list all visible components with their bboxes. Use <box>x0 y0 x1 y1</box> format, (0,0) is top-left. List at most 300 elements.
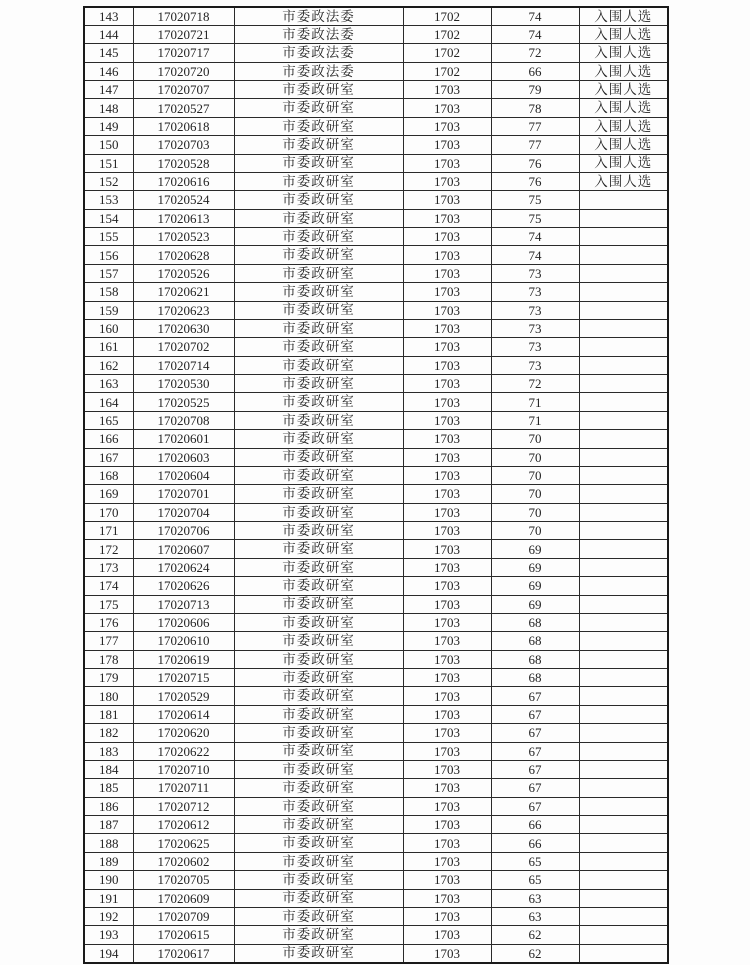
cell-score: 63 <box>491 907 579 925</box>
cell-status <box>579 944 668 962</box>
cell-row-number: 162 <box>84 356 133 374</box>
cell-status: 入围人选 <box>579 62 668 80</box>
cell-exam-id: 17020615 <box>133 926 234 944</box>
table-row <box>84 99 668 117</box>
cell-status <box>579 705 668 723</box>
cell-row-number: 158 <box>84 283 133 301</box>
cell-position-code: 1702 <box>403 25 491 43</box>
cell-department: 市委政研室 <box>234 448 403 466</box>
cell-score: 62 <box>491 926 579 944</box>
cell-status: 入围人选 <box>579 154 668 172</box>
cell-department: 市委政研室 <box>234 522 403 540</box>
cell-row-number: 192 <box>84 907 133 925</box>
cell-score: 68 <box>491 613 579 631</box>
cell-score: 73 <box>491 301 579 319</box>
table-row <box>84 558 668 576</box>
cell-status: 入围人选 <box>579 81 668 99</box>
cell-department: 市委政研室 <box>234 503 403 521</box>
table-row <box>84 760 668 778</box>
cell-row-number: 168 <box>84 466 133 484</box>
cell-position-code: 1703 <box>403 779 491 797</box>
cell-department: 市委政研室 <box>234 191 403 209</box>
cell-position-code: 1703 <box>403 466 491 484</box>
table-row <box>84 852 668 870</box>
cell-score: 73 <box>491 264 579 282</box>
cell-score: 67 <box>491 705 579 723</box>
cell-row-number: 181 <box>84 705 133 723</box>
cell-exam-id: 17020622 <box>133 742 234 760</box>
cell-row-number: 173 <box>84 558 133 576</box>
table-row <box>84 283 668 301</box>
cell-department: 市委政研室 <box>234 558 403 576</box>
cell-exam-id: 17020715 <box>133 669 234 687</box>
cell-status <box>579 760 668 778</box>
cell-department: 市委政法委 <box>234 7 403 25</box>
cell-row-number: 146 <box>84 62 133 80</box>
cell-position-code: 1703 <box>403 724 491 742</box>
cell-row-number: 159 <box>84 301 133 319</box>
cell-position-code: 1703 <box>403 319 491 337</box>
cell-position-code: 1703 <box>403 154 491 172</box>
cell-position-code: 1702 <box>403 62 491 80</box>
cell-status <box>579 632 668 650</box>
table-row <box>84 926 668 944</box>
cell-status: 入围人选 <box>579 136 668 154</box>
cell-status <box>579 503 668 521</box>
cell-exam-id: 17020620 <box>133 724 234 742</box>
cell-position-code: 1703 <box>403 816 491 834</box>
cell-exam-id: 17020706 <box>133 522 234 540</box>
cell-exam-id: 17020712 <box>133 797 234 815</box>
cell-department: 市委政研室 <box>234 687 403 705</box>
cell-row-number: 185 <box>84 779 133 797</box>
cell-score: 70 <box>491 430 579 448</box>
cell-department: 市委政研室 <box>234 944 403 962</box>
cell-score: 75 <box>491 191 579 209</box>
cell-department: 市委政研室 <box>234 595 403 613</box>
cell-exam-id: 17020601 <box>133 430 234 448</box>
cell-status <box>579 301 668 319</box>
table-row <box>84 319 668 337</box>
table-row <box>84 816 668 834</box>
cell-row-number: 156 <box>84 246 133 264</box>
cell-exam-id: 17020609 <box>133 889 234 907</box>
table-row <box>84 522 668 540</box>
cell-status <box>579 411 668 429</box>
cell-department: 市委政研室 <box>234 246 403 264</box>
cell-row-number: 153 <box>84 191 133 209</box>
cell-status <box>579 889 668 907</box>
cell-exam-id: 17020529 <box>133 687 234 705</box>
cell-position-code: 1703 <box>403 228 491 246</box>
cell-exam-id: 17020530 <box>133 375 234 393</box>
cell-position-code: 1703 <box>403 191 491 209</box>
cell-row-number: 191 <box>84 889 133 907</box>
table-row <box>84 62 668 80</box>
cell-exam-id: 17020711 <box>133 779 234 797</box>
cell-row-number: 165 <box>84 411 133 429</box>
cell-position-code: 1703 <box>403 301 491 319</box>
table-row <box>84 466 668 484</box>
cell-exam-id: 17020709 <box>133 907 234 925</box>
cell-row-number: 188 <box>84 834 133 852</box>
cell-status <box>579 779 668 797</box>
cell-status <box>579 209 668 227</box>
table-row <box>84 650 668 668</box>
cell-score: 69 <box>491 595 579 613</box>
cell-department: 市委政研室 <box>234 540 403 558</box>
cell-status <box>579 338 668 356</box>
cell-department: 市委政法委 <box>234 44 403 62</box>
table-row <box>84 25 668 43</box>
table-row <box>84 779 668 797</box>
cell-position-code: 1703 <box>403 283 491 301</box>
cell-status <box>579 797 668 815</box>
cell-position-code: 1702 <box>403 7 491 25</box>
cell-score: 66 <box>491 834 579 852</box>
cell-score: 72 <box>491 375 579 393</box>
cell-status <box>579 430 668 448</box>
table-row <box>84 503 668 521</box>
cell-department: 市委政研室 <box>234 613 403 631</box>
cell-position-code: 1703 <box>403 889 491 907</box>
cell-status <box>579 283 668 301</box>
cell-score: 73 <box>491 319 579 337</box>
cell-department: 市委政研室 <box>234 669 403 687</box>
cell-status <box>579 613 668 631</box>
cell-department: 市委政研室 <box>234 907 403 925</box>
cell-row-number: 182 <box>84 724 133 742</box>
cell-score: 68 <box>491 632 579 650</box>
cell-status: 入围人选 <box>579 44 668 62</box>
cell-position-code: 1703 <box>403 81 491 99</box>
cell-row-number: 160 <box>84 319 133 337</box>
cell-row-number: 150 <box>84 136 133 154</box>
cell-department: 市委政研室 <box>234 760 403 778</box>
cell-status <box>579 558 668 576</box>
cell-exam-id: 17020720 <box>133 62 234 80</box>
cell-exam-id: 17020527 <box>133 99 234 117</box>
cell-exam-id: 17020526 <box>133 264 234 282</box>
cell-department: 市委政研室 <box>234 430 403 448</box>
cell-status: 入围人选 <box>579 172 668 190</box>
cell-row-number: 164 <box>84 393 133 411</box>
cell-position-code: 1703 <box>403 669 491 687</box>
table-row <box>84 889 668 907</box>
cell-department: 市委政研室 <box>234 356 403 374</box>
cell-score: 70 <box>491 522 579 540</box>
cell-department: 市委政研室 <box>234 485 403 503</box>
cell-row-number: 167 <box>84 448 133 466</box>
cell-status <box>579 466 668 484</box>
cell-position-code: 1703 <box>403 99 491 117</box>
cell-score: 70 <box>491 448 579 466</box>
score-table-body <box>84 7 668 963</box>
table-row <box>84 301 668 319</box>
cell-row-number: 144 <box>84 25 133 43</box>
cell-position-code: 1703 <box>403 687 491 705</box>
cell-position-code: 1703 <box>403 926 491 944</box>
cell-department: 市委政研室 <box>234 209 403 227</box>
cell-position-code: 1703 <box>403 411 491 429</box>
cell-row-number: 147 <box>84 81 133 99</box>
table-row <box>84 411 668 429</box>
cell-department: 市委政研室 <box>234 926 403 944</box>
table-row <box>84 705 668 723</box>
cell-score: 74 <box>491 228 579 246</box>
cell-status <box>579 650 668 668</box>
cell-position-code: 1703 <box>403 705 491 723</box>
cell-position-code: 1703 <box>403 540 491 558</box>
cell-score: 65 <box>491 871 579 889</box>
cell-score: 67 <box>491 760 579 778</box>
cell-exam-id: 17020606 <box>133 613 234 631</box>
cell-exam-id: 17020624 <box>133 558 234 576</box>
cell-position-code: 1703 <box>403 375 491 393</box>
cell-score: 67 <box>491 687 579 705</box>
cell-position-code: 1703 <box>403 338 491 356</box>
cell-status <box>579 577 668 595</box>
table-row <box>84 613 668 631</box>
score-table <box>83 6 669 964</box>
cell-position-code: 1703 <box>403 264 491 282</box>
cell-position-code: 1703 <box>403 944 491 962</box>
table-row <box>84 430 668 448</box>
cell-status: 入围人选 <box>579 7 668 25</box>
cell-position-code: 1703 <box>403 742 491 760</box>
table-row <box>84 595 668 613</box>
cell-exam-id: 17020528 <box>133 154 234 172</box>
cell-position-code: 1703 <box>403 485 491 503</box>
cell-department: 市委政研室 <box>234 283 403 301</box>
cell-department: 市委政研室 <box>234 393 403 411</box>
cell-position-code: 1703 <box>403 650 491 668</box>
cell-position-code: 1703 <box>403 760 491 778</box>
table-row <box>84 7 668 25</box>
cell-status <box>579 393 668 411</box>
cell-row-number: 187 <box>84 816 133 834</box>
table-row <box>84 356 668 374</box>
cell-exam-id: 17020621 <box>133 283 234 301</box>
cell-position-code: 1703 <box>403 834 491 852</box>
cell-score: 69 <box>491 558 579 576</box>
cell-row-number: 157 <box>84 264 133 282</box>
cell-status: 入围人选 <box>579 99 668 117</box>
cell-score: 70 <box>491 466 579 484</box>
cell-exam-id: 17020614 <box>133 705 234 723</box>
table-row <box>84 834 668 852</box>
table-row <box>84 338 668 356</box>
cell-score: 63 <box>491 889 579 907</box>
table-row <box>84 264 668 282</box>
cell-row-number: 145 <box>84 44 133 62</box>
cell-exam-id: 17020525 <box>133 393 234 411</box>
table-row <box>84 136 668 154</box>
cell-exam-id: 17020618 <box>133 117 234 135</box>
cell-exam-id: 17020702 <box>133 338 234 356</box>
table-row <box>84 907 668 925</box>
cell-status <box>579 852 668 870</box>
cell-department: 市委政研室 <box>234 117 403 135</box>
cell-row-number: 163 <box>84 375 133 393</box>
cell-row-number: 174 <box>84 577 133 595</box>
cell-exam-id: 17020602 <box>133 852 234 870</box>
cell-department: 市委政研室 <box>234 375 403 393</box>
cell-status <box>579 871 668 889</box>
cell-status <box>579 264 668 282</box>
cell-department: 市委政研室 <box>234 172 403 190</box>
cell-row-number: 177 <box>84 632 133 650</box>
cell-score: 69 <box>491 540 579 558</box>
cell-status: 入围人选 <box>579 25 668 43</box>
cell-position-code: 1703 <box>403 613 491 631</box>
cell-score: 68 <box>491 669 579 687</box>
cell-position-code: 1703 <box>403 907 491 925</box>
cell-department: 市委政研室 <box>234 742 403 760</box>
cell-department: 市委政研室 <box>234 797 403 815</box>
cell-exam-id: 17020701 <box>133 485 234 503</box>
cell-score: 78 <box>491 99 579 117</box>
cell-exam-id: 17020626 <box>133 577 234 595</box>
cell-status <box>579 540 668 558</box>
cell-row-number: 178 <box>84 650 133 668</box>
cell-row-number: 179 <box>84 669 133 687</box>
cell-position-code: 1703 <box>403 577 491 595</box>
cell-position-code: 1703 <box>403 852 491 870</box>
cell-status <box>579 907 668 925</box>
cell-exam-id: 17020721 <box>133 25 234 43</box>
cell-status <box>579 319 668 337</box>
cell-exam-id: 17020603 <box>133 448 234 466</box>
cell-status <box>579 816 668 834</box>
cell-row-number: 148 <box>84 99 133 117</box>
cell-row-number: 190 <box>84 871 133 889</box>
cell-position-code: 1703 <box>403 209 491 227</box>
table-row <box>84 209 668 227</box>
cell-department: 市委政研室 <box>234 779 403 797</box>
cell-exam-id: 17020703 <box>133 136 234 154</box>
cell-department: 市委政研室 <box>234 724 403 742</box>
cell-score: 74 <box>491 246 579 264</box>
cell-department: 市委政研室 <box>234 705 403 723</box>
cell-department: 市委政研室 <box>234 154 403 172</box>
cell-score: 79 <box>491 81 579 99</box>
cell-department: 市委政研室 <box>234 301 403 319</box>
cell-status <box>579 485 668 503</box>
table-row <box>84 448 668 466</box>
cell-status <box>579 687 668 705</box>
cell-score: 73 <box>491 338 579 356</box>
cell-exam-id: 17020524 <box>133 191 234 209</box>
table-row <box>84 485 668 503</box>
table-row <box>84 228 668 246</box>
cell-status <box>579 724 668 742</box>
cell-exam-id: 17020610 <box>133 632 234 650</box>
cell-exam-id: 17020616 <box>133 172 234 190</box>
cell-score: 71 <box>491 393 579 411</box>
cell-position-code: 1703 <box>403 503 491 521</box>
cell-score: 72 <box>491 44 579 62</box>
cell-score: 69 <box>491 577 579 595</box>
cell-department: 市委政法委 <box>234 25 403 43</box>
cell-status <box>579 926 668 944</box>
cell-score: 67 <box>491 797 579 815</box>
cell-status <box>579 742 668 760</box>
cell-department: 市委政研室 <box>234 834 403 852</box>
cell-position-code: 1703 <box>403 522 491 540</box>
cell-score: 77 <box>491 117 579 135</box>
table-row <box>84 44 668 62</box>
cell-department: 市委政研室 <box>234 466 403 484</box>
cell-row-number: 149 <box>84 117 133 135</box>
cell-exam-id: 17020523 <box>133 228 234 246</box>
cell-department: 市委政研室 <box>234 264 403 282</box>
cell-row-number: 152 <box>84 172 133 190</box>
cell-row-number: 155 <box>84 228 133 246</box>
cell-department: 市委政研室 <box>234 338 403 356</box>
cell-row-number: 169 <box>84 485 133 503</box>
cell-row-number: 154 <box>84 209 133 227</box>
cell-row-number: 170 <box>84 503 133 521</box>
cell-score: 74 <box>491 25 579 43</box>
cell-department: 市委政研室 <box>234 871 403 889</box>
cell-exam-id: 17020630 <box>133 319 234 337</box>
cell-status <box>579 522 668 540</box>
cell-row-number: 171 <box>84 522 133 540</box>
cell-position-code: 1703 <box>403 172 491 190</box>
cell-exam-id: 17020718 <box>133 7 234 25</box>
cell-exam-id: 17020717 <box>133 44 234 62</box>
cell-department: 市委政研室 <box>234 816 403 834</box>
cell-status <box>579 356 668 374</box>
cell-position-code: 1703 <box>403 558 491 576</box>
cell-position-code: 1703 <box>403 430 491 448</box>
cell-status <box>579 834 668 852</box>
cell-score: 75 <box>491 209 579 227</box>
table-row <box>84 724 668 742</box>
cell-department: 市委政研室 <box>234 577 403 595</box>
cell-exam-id: 17020619 <box>133 650 234 668</box>
cell-score: 70 <box>491 503 579 521</box>
cell-position-code: 1702 <box>403 44 491 62</box>
cell-score: 74 <box>491 7 579 25</box>
cell-status <box>579 228 668 246</box>
table-row <box>84 191 668 209</box>
cell-score: 67 <box>491 724 579 742</box>
table-row <box>84 540 668 558</box>
cell-row-number: 161 <box>84 338 133 356</box>
cell-row-number: 143 <box>84 7 133 25</box>
table-row <box>84 154 668 172</box>
cell-score: 71 <box>491 411 579 429</box>
cell-department: 市委政研室 <box>234 411 403 429</box>
cell-score: 62 <box>491 944 579 962</box>
cell-score: 65 <box>491 852 579 870</box>
table-row <box>84 117 668 135</box>
cell-exam-id: 17020705 <box>133 871 234 889</box>
cell-department: 市委政研室 <box>234 852 403 870</box>
cell-score: 67 <box>491 742 579 760</box>
cell-row-number: 172 <box>84 540 133 558</box>
cell-score: 77 <box>491 136 579 154</box>
cell-score: 70 <box>491 485 579 503</box>
cell-position-code: 1703 <box>403 871 491 889</box>
table-row <box>84 172 668 190</box>
cell-department: 市委政研室 <box>234 81 403 99</box>
cell-score: 68 <box>491 650 579 668</box>
cell-status <box>579 375 668 393</box>
cell-exam-id: 17020625 <box>133 834 234 852</box>
